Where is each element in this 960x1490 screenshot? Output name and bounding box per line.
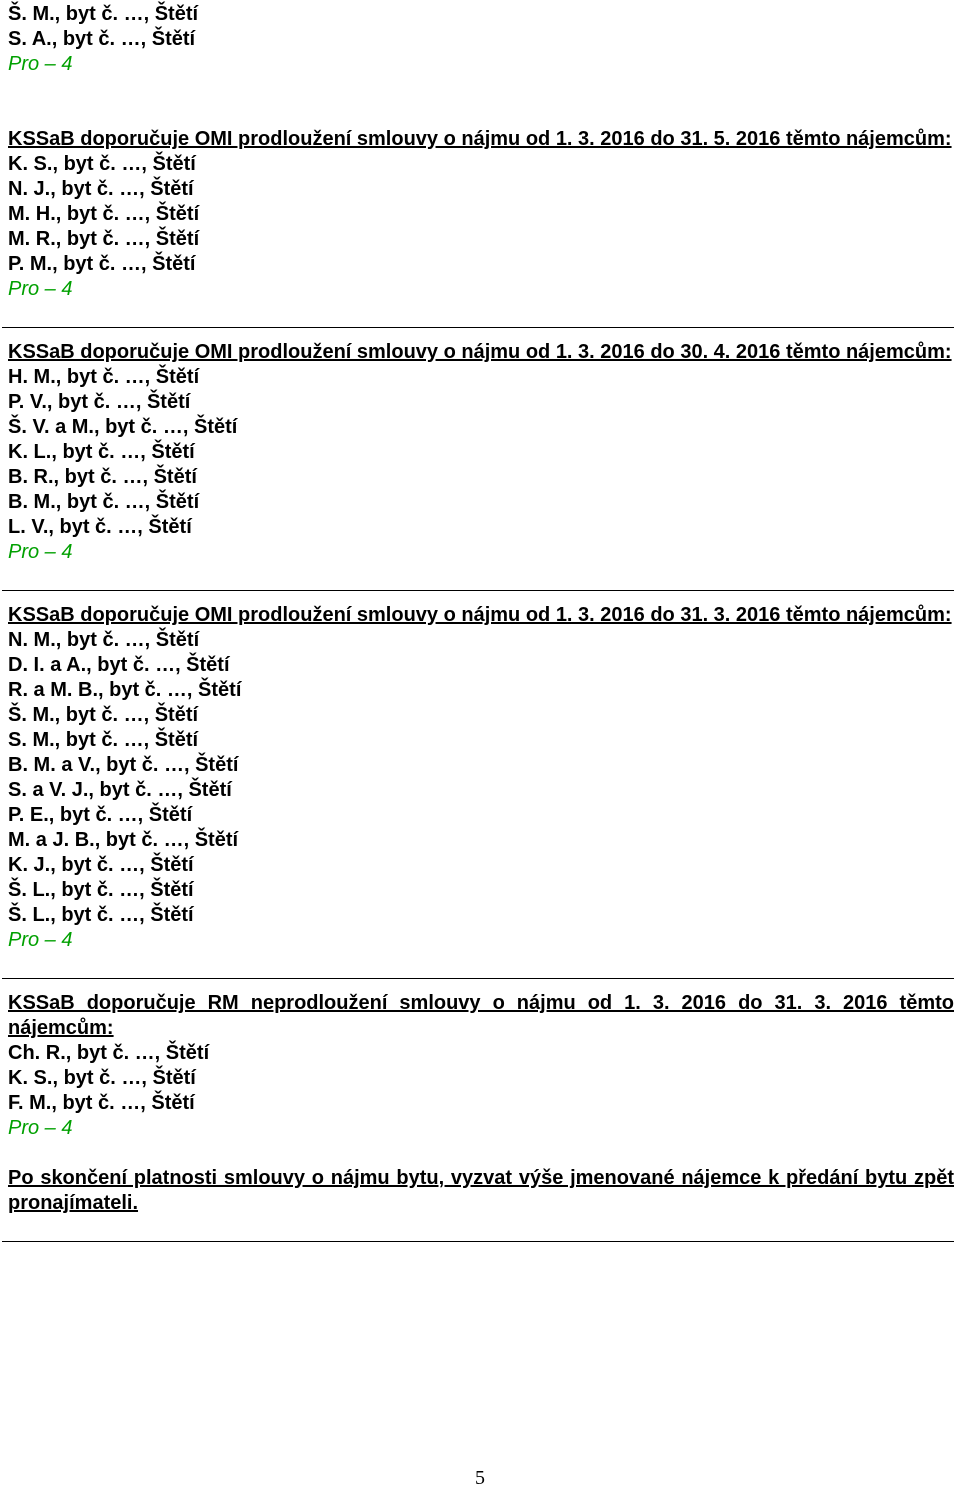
tenant-line: M. H., byt č. …, Štětí: [8, 203, 200, 225]
tenant-line: B. M. a V., byt č. …, Štětí: [8, 754, 239, 776]
tenant-line: S. M., byt č. …, Štětí: [8, 729, 199, 751]
tenant-line: K. S., byt č. …, Štětí: [8, 1067, 196, 1089]
tenant-line: P. V., byt č. …, Štětí: [8, 391, 191, 413]
vote-result: Pro – 4: [8, 278, 73, 300]
vote-result: Pro – 4: [8, 1117, 73, 1139]
resolution-section-4: [8, 991, 956, 1141]
tenant-line: B. R., byt č. …, Štětí: [8, 466, 197, 488]
tenant-line: F. M., byt č. …, Štětí: [8, 1092, 195, 1114]
section-heading: KSSaB doporučuje OMI prodloužení smlouvy o nájmu od 1. 3. 2016 do 31. 3. 2016 těmto nájemcům:: [8, 604, 952, 626]
spacer: [8, 102, 956, 127]
tenant-line: K. L., byt č. …, Štětí: [8, 441, 195, 463]
resolution-section-3: [8, 603, 956, 953]
section-heading: KSSaB doporučuje OMI prodloužení smlouvy o nájmu od 1. 3. 2016 do 31. 5. 2016 těmto nájemcům:: [8, 128, 952, 150]
document-page: [8, 2, 956, 1242]
tenant-line: Š. M., byt č. …, Štětí: [8, 3, 199, 25]
tenant-line: N. J., byt č. …, Štětí: [8, 178, 194, 200]
section-heading: KSSaB doporučuje RM neprodloužení smlouvy o nájmu od 1. 3. 2016 do 31. 3. 2016 těmto nájemcům:: [8, 992, 954, 1039]
vote-result: Pro – 4: [8, 929, 73, 951]
vote-result: Pro – 4: [8, 53, 73, 75]
closing-instruction: Po skončení platnosti smlouvy o nájmu bytu, vyzvat výše jmenované nájemce k předání bytu zpět pronajímateli.: [8, 1167, 954, 1214]
tenant-line: B. M., byt č. …, Štětí: [8, 491, 200, 513]
tenant-line: N. M., byt č. …, Štětí: [8, 629, 200, 651]
intro-block: [8, 2, 956, 77]
tenant-line: M. R., byt č. …, Štětí: [8, 228, 200, 250]
tenant-line: S. a V. J., byt č. …, Štětí: [8, 779, 232, 801]
resolution-section-2: [8, 340, 956, 565]
tenant-line: K. J., byt č. …, Štětí: [8, 854, 194, 876]
tenant-line: L. V., byt č. …, Štětí: [8, 516, 192, 538]
tenant-line: Ch. R., byt č. …, Štětí: [8, 1042, 210, 1064]
tenant-line: S. A., byt č. …, Štětí: [8, 28, 196, 50]
tenant-line: M. a J. B., byt č. …, Štětí: [8, 829, 239, 851]
section-divider: [2, 1241, 954, 1242]
tenant-line: P. E., byt č. …, Štětí: [8, 804, 193, 826]
tenant-line: H. M., byt č. …, Štětí: [8, 366, 200, 388]
section-heading: KSSaB doporučuje OMI prodloužení smlouvy o nájmu od 1. 3. 2016 do 30. 4. 2016 těmto nájemcům:: [8, 341, 952, 363]
tenant-line: D. I. a A., byt č. …, Štětí: [8, 654, 230, 676]
tenant-line: P. M., byt č. …, Štětí: [8, 253, 196, 275]
tenant-line: Š. L., byt č. …, Štětí: [8, 879, 194, 901]
spacer: [8, 77, 956, 102]
tenant-line: K. S., byt č. …, Štětí: [8, 153, 196, 175]
resolution-section-1: [8, 127, 956, 302]
vote-result: Pro – 4: [8, 541, 73, 563]
tenant-line: R. a M. B., byt č. …, Štětí: [8, 679, 242, 701]
tenant-line: Š. L., byt č. …, Štětí: [8, 904, 194, 926]
tenant-line: Š. M., byt č. …, Štětí: [8, 704, 199, 726]
page-number: 5: [475, 1467, 485, 1489]
tenant-line: Š. V. a M., byt č. …, Štětí: [8, 416, 238, 438]
